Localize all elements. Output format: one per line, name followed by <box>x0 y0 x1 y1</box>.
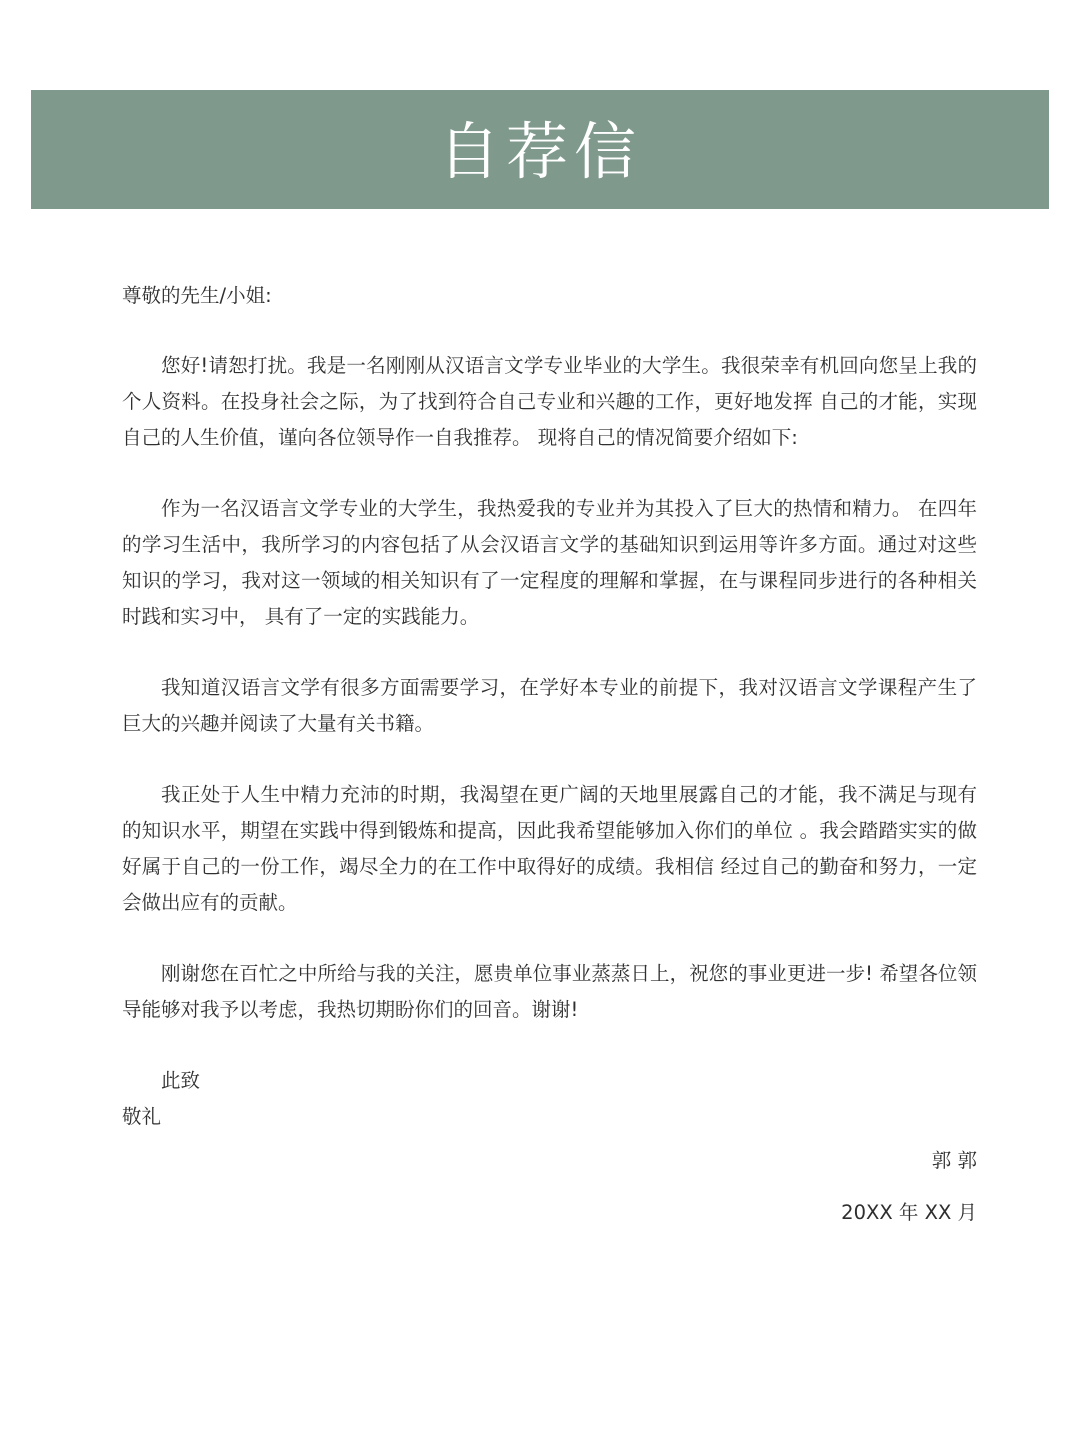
paragraph-interest: 我知道汉语言文学有很多方面需要学习，在学好本专业的前提下，我对汉语言文学课程产生了巨大的兴趣并阅读了大量有关书籍。 <box>122 676 977 735</box>
paragraph-thanks: 刚谢您在百忙之中所给与我的关注，愿贵单位事业蒸蒸日上，祝您的事业更进一步! 希望各位领导能够对我予以考虑，我热切期盼你们的回音。谢谢! <box>122 962 977 1021</box>
title-banner <box>31 90 1049 209</box>
letter-body <box>122 278 977 1231</box>
paragraph-study: 作为一名汉语言文学专业的大学生，我热爱我的专业并为其投入了巨大的热情和精力。 在四年的学习生活中，我所学习的内容包括了从会汉语言文学的基础知识到运用等许多方面。通过对这些知识的学习，我对这一领域的相关知识有了一定程度的理解和掌握，在与课程同步进行的各种相关时践和实习中， 具有了一定的实践能力。 <box>122 497 977 628</box>
regards: 敬礼 <box>122 1105 162 1128</box>
signature: 郭 郭 <box>931 1149 977 1172</box>
salutation: 尊敬的先生/小姐: <box>122 284 272 307</box>
page-title: 自荐信 <box>437 114 642 188</box>
paragraph-aspiration: 我正处于人生中精力充沛的时期，我渴望在更广阔的天地里展露自己的才能，我不满足与现有的知识水平，期望在实践中得到锻炼和提高，因此我希望能够加入你们的单位 。我会踏踏实实的做好属于自己的一份工作，竭尽全力的在工作中取得好的成绩。我相信 经过自己的勤奋和努力，一定会做出应有的贡献。 <box>122 783 977 914</box>
paragraph-greeting: 您好!请恕打扰。我是一名刚刚从汉语言文学专业毕业的大学生。我很荣幸有机回向您呈上我的个人资料。在投身社会之际，为了找到符合自己专业和兴趣的工作，更好地发挥 自己的才能，实现自己的人生价值，谨向各位领导作一自我推荐。 现将自己的情况简要介绍如下: <box>122 354 977 449</box>
date: 20XX 年 XX 月 <box>841 1201 977 1224</box>
closing: 此致 <box>161 1069 201 1092</box>
